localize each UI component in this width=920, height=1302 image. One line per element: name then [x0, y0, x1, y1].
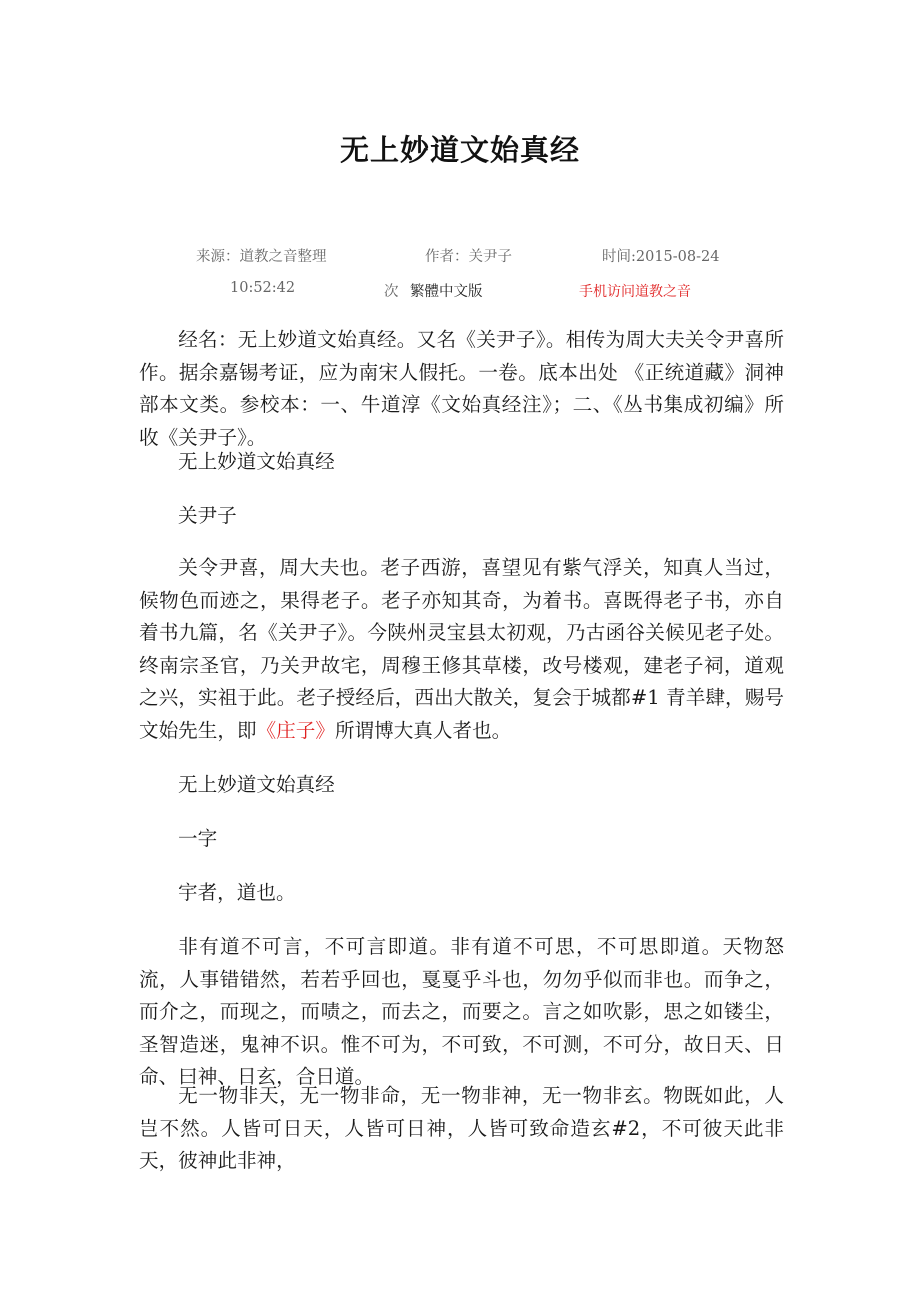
section-heading: 无上妙道文始真经 — [178, 450, 335, 473]
bio-text: 关令尹喜，周大夫也。老子西游，喜望见有紫气浮关，知真人当过，候物色而迹之，果得老子。老子亦知其奇，为着书。喜既得老子书，亦自着书九篇，名《关尹子》。今陕州灵宝县太初观，乃古函谷关候见老子处。终南宗圣官，乃关尹故宅，周穆王修其草楼，改号楼观，建老子祠，道观之兴，实祖于此。老子授经后，西出大散关，复会于城都#1 青羊肆，赐号文始先生，即 — [139, 556, 784, 742]
time-clock: 10:52:42 — [230, 280, 296, 296]
intro-paragraph: 经名：无上妙道文始真经。又名《关尹子》。相传为周大夫关令尹喜所作。据余嘉锡考证，应为南宋人假托。一卷。底本出处 《正统道藏》洞神部本文类。参校本：一、牛道淳《文始真经注》；二、《丛书集成初编》所收《关尹子》。 — [139, 328, 784, 449]
time-label: 时间:2015-08-24 — [602, 249, 720, 265]
author-label: 作者：关尹子 — [425, 249, 512, 265]
traditional-chinese-link[interactable]: 繁體中文版 — [410, 284, 483, 300]
verse-paragraph-2: 非有道不可言，不可言即道。非有道不可思，不可思即道。天物怒流，人事错错然，若若乎回也，戛戛乎斗也，勿勿乎似而非也。而争之，而介之，而现之，而啧之，而去之，而要之。言之如吹影，思之如镂尘，圣智造迷，鬼神不识。惟不可为，不可致，不可测，不可分，故日天、日命、曰神、日玄，合日道。 — [139, 935, 784, 1088]
bio-paragraph — [139, 552, 784, 747]
zhuangzi-link[interactable]: 《庄子》 — [256, 718, 335, 742]
chapter-heading: 一字 — [178, 827, 218, 850]
section-heading-2: 无上妙道文始真经 — [178, 773, 335, 796]
page-title: 无上妙道文始真经 — [339, 133, 580, 167]
author-line: 关尹子 — [178, 504, 237, 527]
bio-text-end: 所谓博大真人者也。 — [334, 718, 512, 742]
view-count-suffix: 次 — [384, 284, 399, 300]
verse-paragraph-3: 无一物非天，无一物非命，无一物非神，无一物非玄。物既如此，人岂不然。人皆可日天，人皆可日神，人皆可致命造玄#2，不可彼天此非天，彼神此非神， — [139, 1084, 784, 1172]
mobile-access-link[interactable]: 手机访问道教之音 — [579, 284, 691, 300]
source-label: 来源：道教之音整理 — [196, 249, 327, 265]
verse-paragraph: 宇者，道也。 — [178, 881, 296, 904]
